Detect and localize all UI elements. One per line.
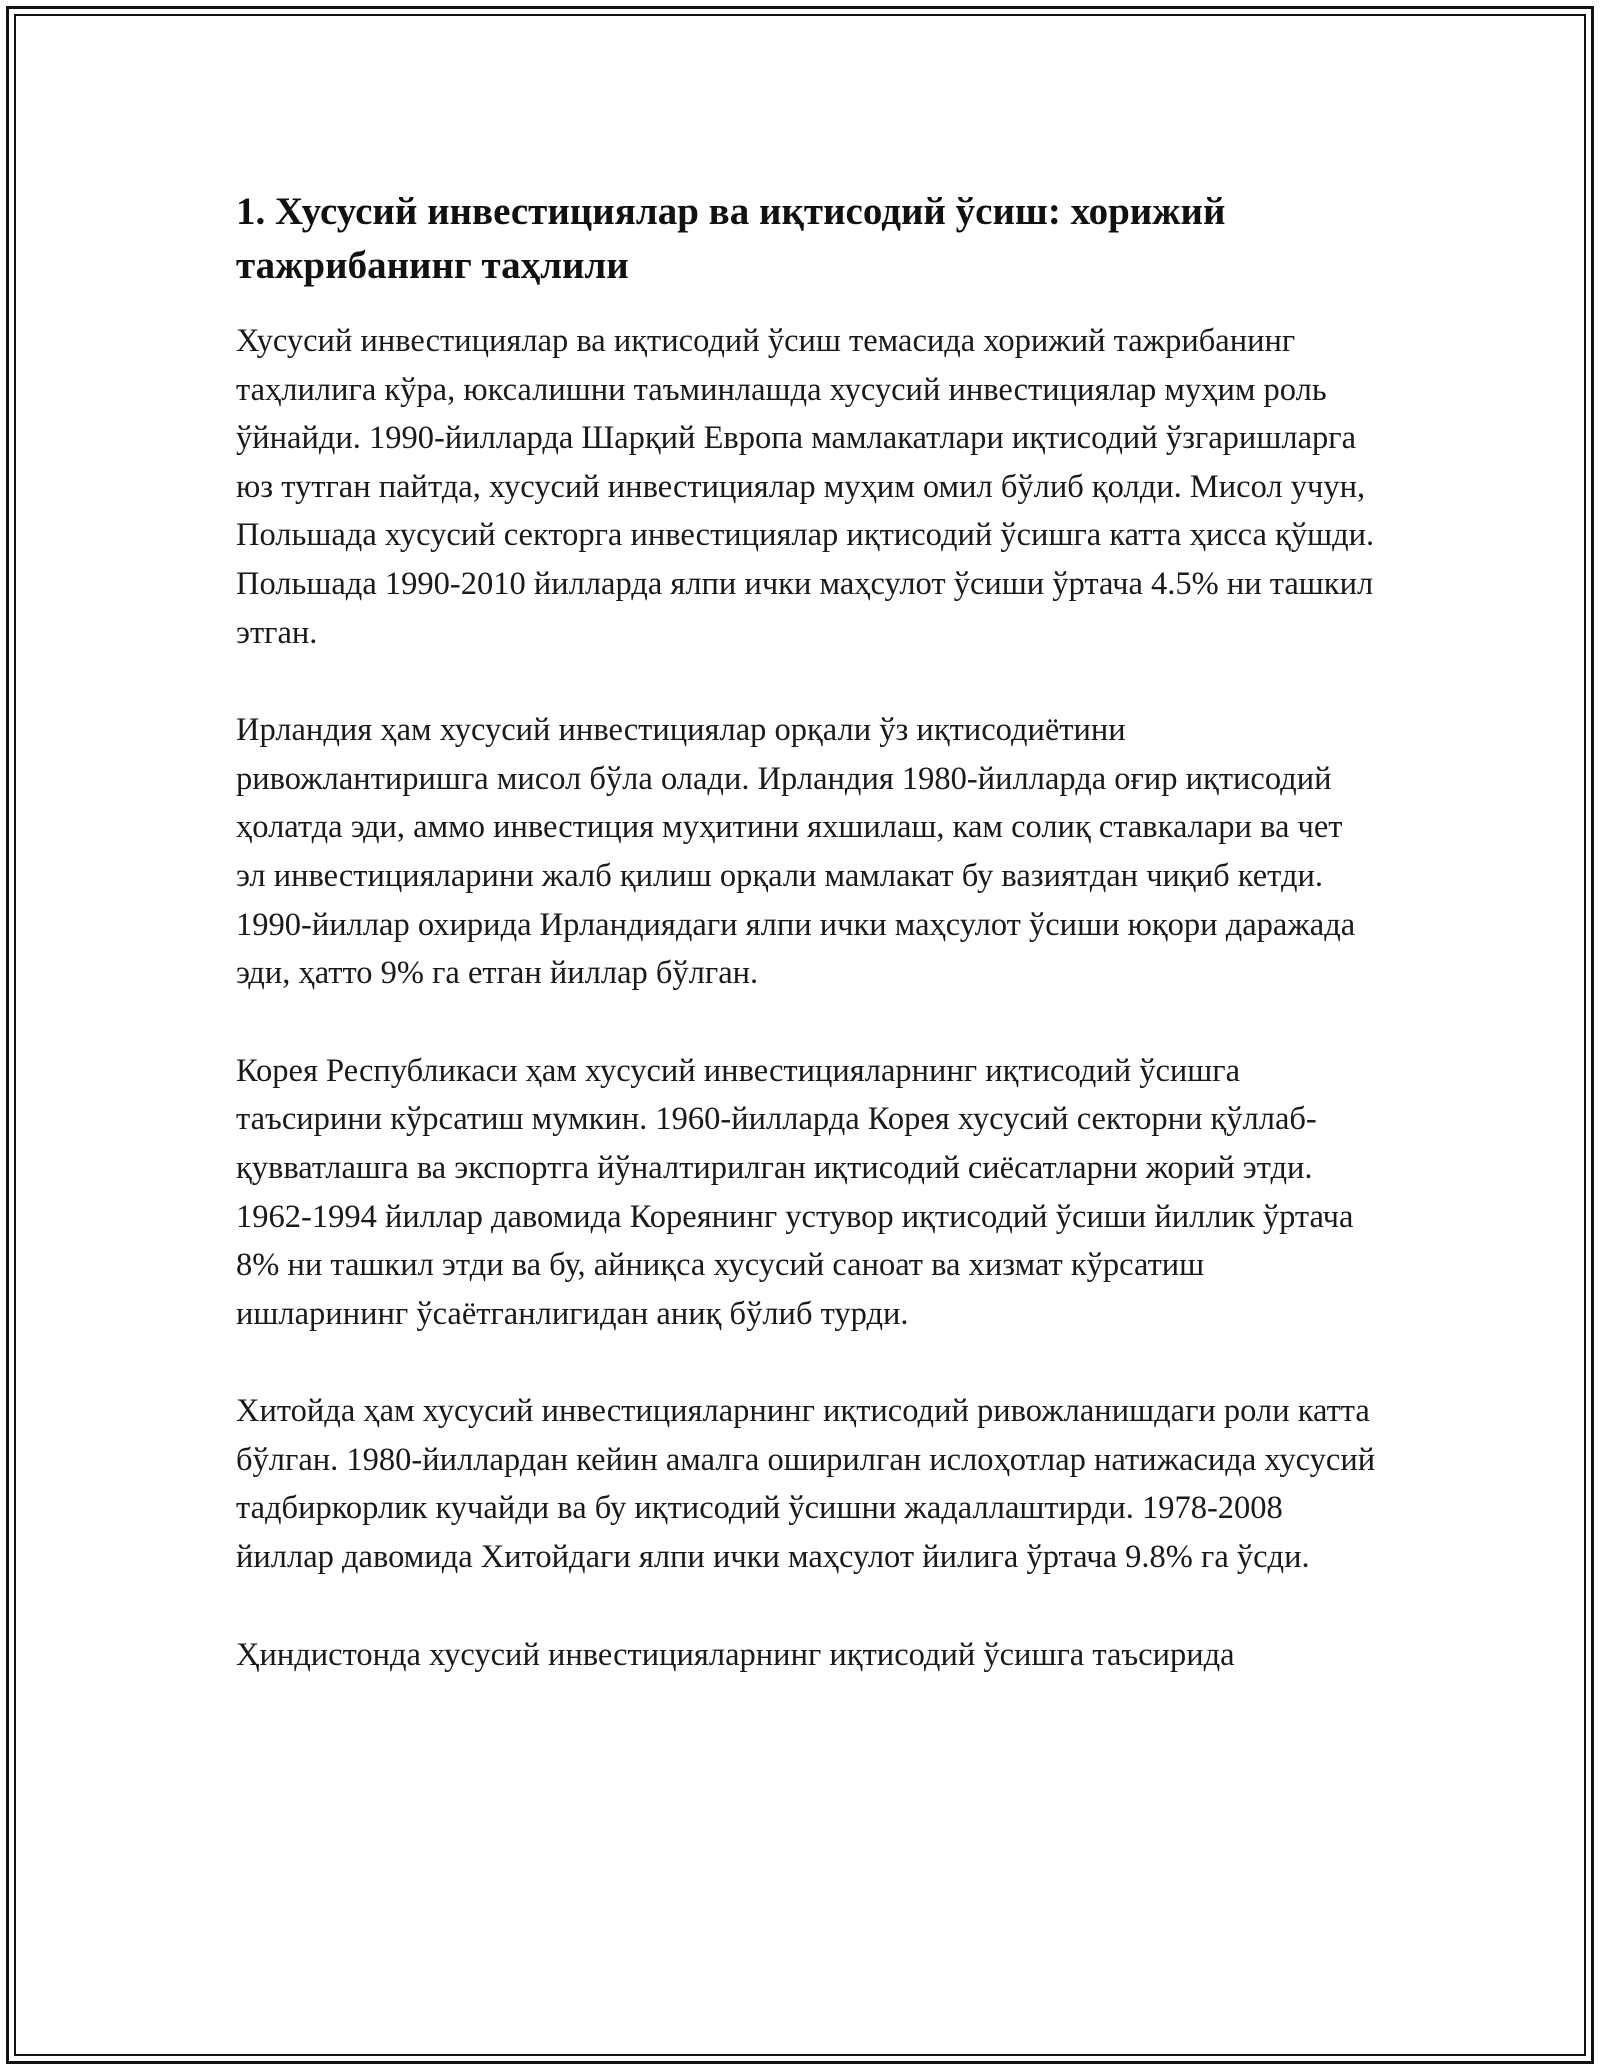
section-heading: 1. Хусусий инвестициялар ва иқтисодий ўсиш: хорижий тажрибанинг таҳлили: [236, 190, 1226, 287]
paragraph-poland: Хусусий инвестициялар ва иқтисодий ўсиш темасида хорижий тажрибанинг таҳлилига кўра, юксалишни таъминлашда хусусий инвестициялар муҳим роль ўйнайди. 1990-йилларда Шарқий Европа мамлакатлари иқтисодий ўзгаришларга юз тутган пайтда, хусусий инвестициялар муҳим омил бўлиб қолди. Мисол учун, Польшада хусусий секторга инвестициялар иқтисодий ўсишга катта ҳисса қўшди. Польшада 1990-2010 йилларда ялпи ички маҳсулот ўсиши ўртача 4.5% ни ташкил этган.: [236, 323, 1375, 651]
paragraph-india: Ҳиндистонда хусусий инвестицияларнинг иқтисодий ўсишга таъсирида: [236, 1636, 1235, 1673]
paragraph-china: Хитойда ҳам хусусий инвестицияларнинг иқтисодий ривожланишдаги роли катта бўлган. 1980-йиллардан кейин амалга оширилган ислоҳотлар натижасида хусусий тадбиркорлик кучайди ва бу иқтисодий ўсишни жадаллаштирди. 1978-2008 йиллар давомида Хитойдаги ялпи ички маҳсулот йилига ўртача 9.8% га ўсди.: [236, 1393, 1376, 1576]
paragraph-ireland: Ирландия ҳам хусусий инвестициялар орқали ўз иқтисодиётини ривожлантиришга мисол бўла олади. Ирландия 1980-йилларда оғир иқтисодий ҳолатда эди, аммо инвестиция муҳитини яхшилаш, кам солиқ ставкалари ва чет эл инвестицияларини жалб қилиш орқали мамлакат бу вазиятдан чиқиб кетди. 1990-йиллар охирида Ирландиядаги ялпи ички маҳсулот ўсиши юқори даражада эди, ҳатто 9% га етган йиллар бўлган.: [236, 712, 1356, 992]
document-page: [236, 185, 1376, 1728]
paragraph-korea: Корея Республикаси ҳам хусусий инвестицияларнинг иқтисодий ўсишга таъсирини кўрсатиш мумкин. 1960-йилларда Корея хусусий секторни қўллаб-қувватлашга ва экспортга йўналтирилган иқтисодий сиёсатларни жорий этди. 1962-1994 йиллар давомида Кореянинг устувор иқтисодий ўсиши йиллик ўртача 8% ни ташкил этди ва бу, айниқса хусусий саноат ва хизмат кўрсатиш ишларининг ўсаётганлигидан аниқ бўлиб турди.: [236, 1052, 1354, 1332]
